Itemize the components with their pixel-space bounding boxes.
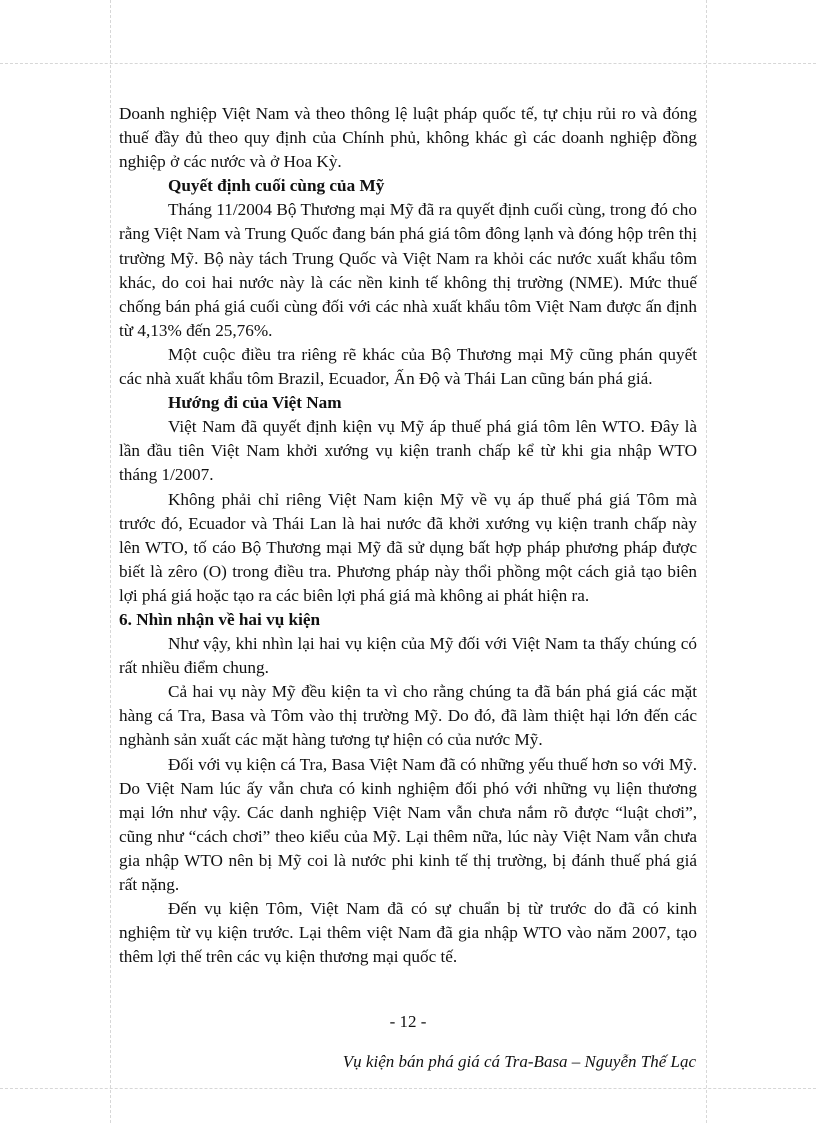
right-margin-guide [706, 0, 707, 1123]
body-paragraph: Không phải chỉ riêng Việt Nam kiện Mỹ về vụ áp thuế phá giá Tôm mà trước đó, Ecuador và Thái Lan là hai nước đã khởi xướng vụ kiện tranh chấp này lên WTO, tố cáo Bộ Thương mại Mỹ đã sử dụng bất hợp pháp phương pháp được biết là zêro (O) trong điều tra. Phương pháp này thổi phồng một cách giả tạo biên lợi phá giá hoặc tạo ra các biên lợi phá giá mà không ai phát hiện ra. [119, 489, 697, 605]
footer-text: Vụ kiện bán phá giá cá Tra-Basa – Nguyễn Thế Lạc [342, 1052, 696, 1071]
body-paragraph: Tháng 11/2004 Bộ Thương mại Mỹ đã ra quyết định cuối cùng, trong đó cho rằng Việt Nam và Trung Quốc đang bán phá giá tôm đông lạnh và đóng hộp trên thị trường Mỹ. Bộ này tách Trung Quốc và Việt Nam ra khỏi các nước xuất khẩu tôm khác, do coi hai nước này là các nền kinh tế không thị trường (NME). Mức thuế chống bán phá giá cuối cùng đối với các nhà xuất khẩu tôm Việt Nam được ấn định từ 4,13% đến 25,76%. [119, 200, 697, 340]
left-margin-guide [110, 0, 111, 1123]
body-paragraph: Đến vụ kiện Tôm, Việt Nam đã có sự chuẩn bị từ trước do đã có kinh nghiệm từ vụ kiện trước. Lại thêm việt Nam đã gia nhập WTO vào năm 2007, tạo thêm lợi thế trên các vụ kiện thương mại quốc tế. [119, 899, 697, 967]
body-paragraph: Việt Nam đã quyết định kiện vụ Mỹ áp thuế phá giá tôm lên WTO. Đây là lần đầu tiên Việt Nam khởi xướng vụ kiện tranh chấp kể từ khi gia nhập WTO tháng 1/2007. [119, 417, 697, 485]
body-paragraph: Cả hai vụ này Mỹ đều kiện ta vì cho rằng chúng ta đã bán phá giá các mặt hàng cá Tra, Basa và Tôm vào thị trường Mỹ. Do đó, đã làm thiệt hại lớn đến các nghành sản xuất các mặt hàng tương tự hiện có của nước Mỹ. [119, 682, 697, 750]
document-body [119, 102, 697, 969]
bottom-margin-guide [0, 1088, 816, 1089]
top-margin-guide [0, 63, 816, 64]
subheading-vietnam-direction: Hướng đi của Việt Nam [168, 393, 342, 413]
page-number: - 12 - [389, 1012, 427, 1031]
body-paragraph: Một cuộc điều tra riêng rẽ khác của Bộ Thương mại Mỹ cũng phán quyết các nhà xuất khẩu tôm Brazil, Ecuador, Ấn Độ và Thái Lan cũng bán phá giá. [119, 344, 697, 389]
body-paragraph: Đối với vụ kiện cá Tra, Basa Việt Nam đã có những yếu thuế hơn so với Mỹ. Do Việt Nam lúc ấy vẫn chưa có kinh nghiệm đối phó với những vụ liện thương mại lớn như vậy. Các danh nghiệp Việt Nam vẫn chưa nắm rõ được “luật chơi”, cũng như “cách chơi” theo kiểu của Mỹ. Lại thêm nữa, lúc này Việt Nam vẫn chưa gia nhập WTO nên bị Mỹ coi là nước phi kinh tế thị trường, bị đánh thuế phá giá rất nặng. [119, 754, 697, 894]
section-heading: 6. Nhìn nhận về hai vụ kiện [119, 609, 321, 629]
body-paragraph: Như vậy, khi nhìn lại hai vụ kiện của Mỹ đối với Việt Nam ta thấy chúng có rất nhiều điểm chung. [119, 634, 697, 678]
body-paragraph: Doanh nghiệp Việt Nam và theo thông lệ luật pháp quốc tế, tự chịu rủi ro và đóng thuế đầy đủ theo quy định của Chính phủ, không khác gì các doanh nghiệp đồng nghiệp ở các nước và ở Hoa Kỳ. [119, 104, 697, 172]
subheading-final-decision: Quyết định cuối cùng của Mỹ [168, 176, 385, 196]
